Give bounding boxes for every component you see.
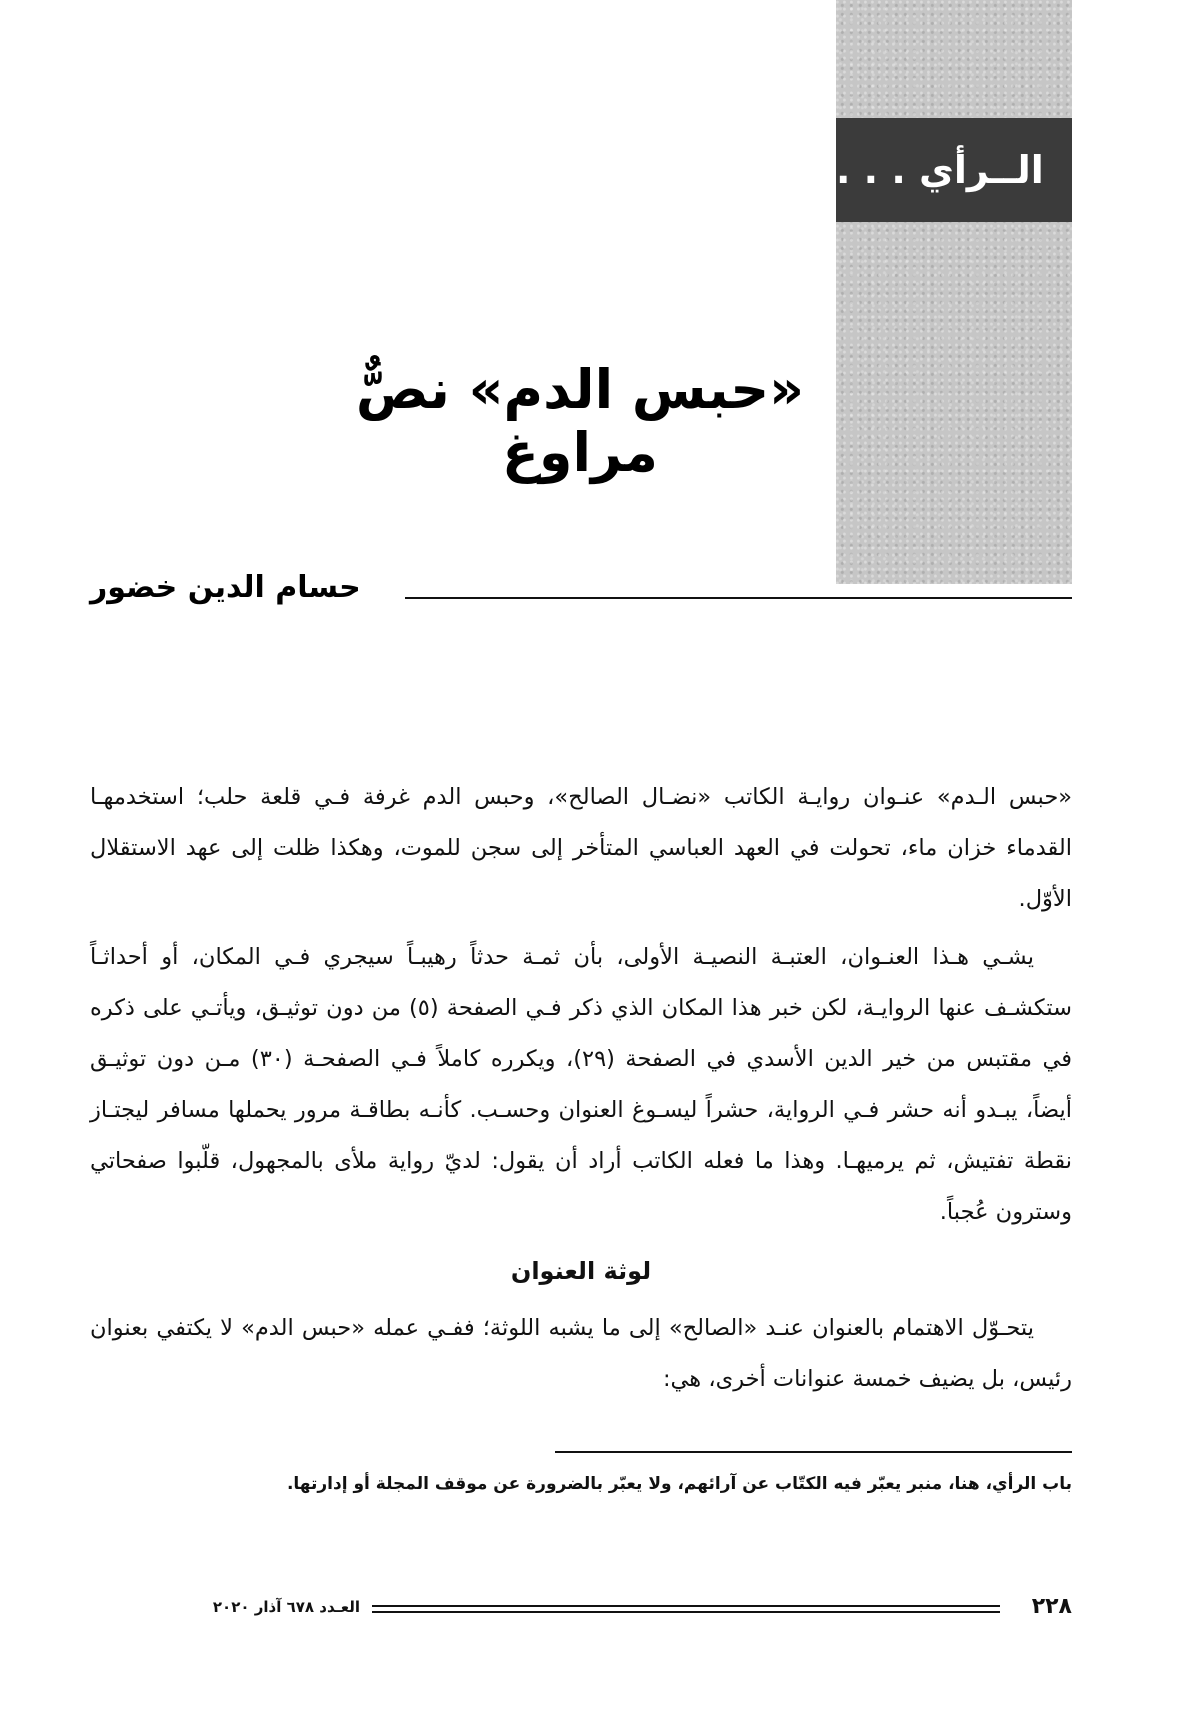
article-body (90, 772, 1072, 1405)
paragraph-1: «حبس الـدم» عنـوان روايـة الكاتب «نضـال الصالح»، وحبس الدم غرفة فـي قلعة حلب؛ استخدمهـا القدماء خزان ماء، تحولت في العهد العباسي المتأخر إلى سجن للموت، وهكذا ظلت إلى عهد الاستقلال الأوّل. (90, 784, 1072, 912)
author-divider (405, 597, 1072, 599)
decorative-texture-panel (836, 0, 1072, 584)
article-title: «حبس الدم» نصٌّ مراوغ (355, 358, 805, 484)
footer-rule-bottom (372, 1611, 1000, 1613)
page-number: ٢٢٨ (1031, 1594, 1072, 1619)
section-label (836, 118, 1072, 222)
footnote-divider (555, 1451, 1072, 1453)
author-name: حسام الدين خضور (90, 570, 361, 605)
subheading: لوثة العنوان (510, 1257, 652, 1285)
footnote: باب الرأي، هنا، منبر يعبّر فيه الكتّاب عن آرائهم، ولا يعبّر بالضرورة عن موقف المجلة أو إدارتها. (286, 1474, 1072, 1494)
paragraph-3: يتحـوّل الاهتمام بالعنوان عنـد «الصالح» إلى ما يشبه اللوثة؛ ففـي عمله «حبس الدم» لا يكتفي بعنوان رئيس، بل يضيف خمسة عنوانات أخرى، هي: (90, 1315, 1072, 1392)
paragraph-2: يشـي هـذا العنـوان، العتبـة النصيـة الأولى، بأن ثمـة حدثاً رهيبـاً سيجري فـي المكان، أو أحداثـاً ستكشـف عنها الروايـة، لكن خبر هذا المكان الذي ذكر فـي الصفحة (٥) من دون توثيـق، ويأتـي على ذكره في مقتبس من خير الدين الأسدي في الصفحة (٢٩)، ويكرره كاملاً فـي الصفحـة (٣٠) مـن دون توثيـق أيضاً، يبـدو أنه حشر فـي الرواية، حشراً ليسـوغ العنوان وحسـب. كأنـه بطاقـة مرور يحملها مسافر ليجتـاز نقطة تفتيش، ثم يرميهـا. وهذا ما فعله الكاتب أراد أن يقول: لديّ رواية ملأى بالمجهول، قلّبوا صفحاتي وسترون عُجباً. (90, 944, 1072, 1225)
section-label-text: الــرأي . . . (836, 148, 1044, 192)
footer-rule-top (372, 1605, 1000, 1607)
issue-info: العـدد ٦٧٨ آذار ٢٠٢٠ (212, 1598, 360, 1616)
